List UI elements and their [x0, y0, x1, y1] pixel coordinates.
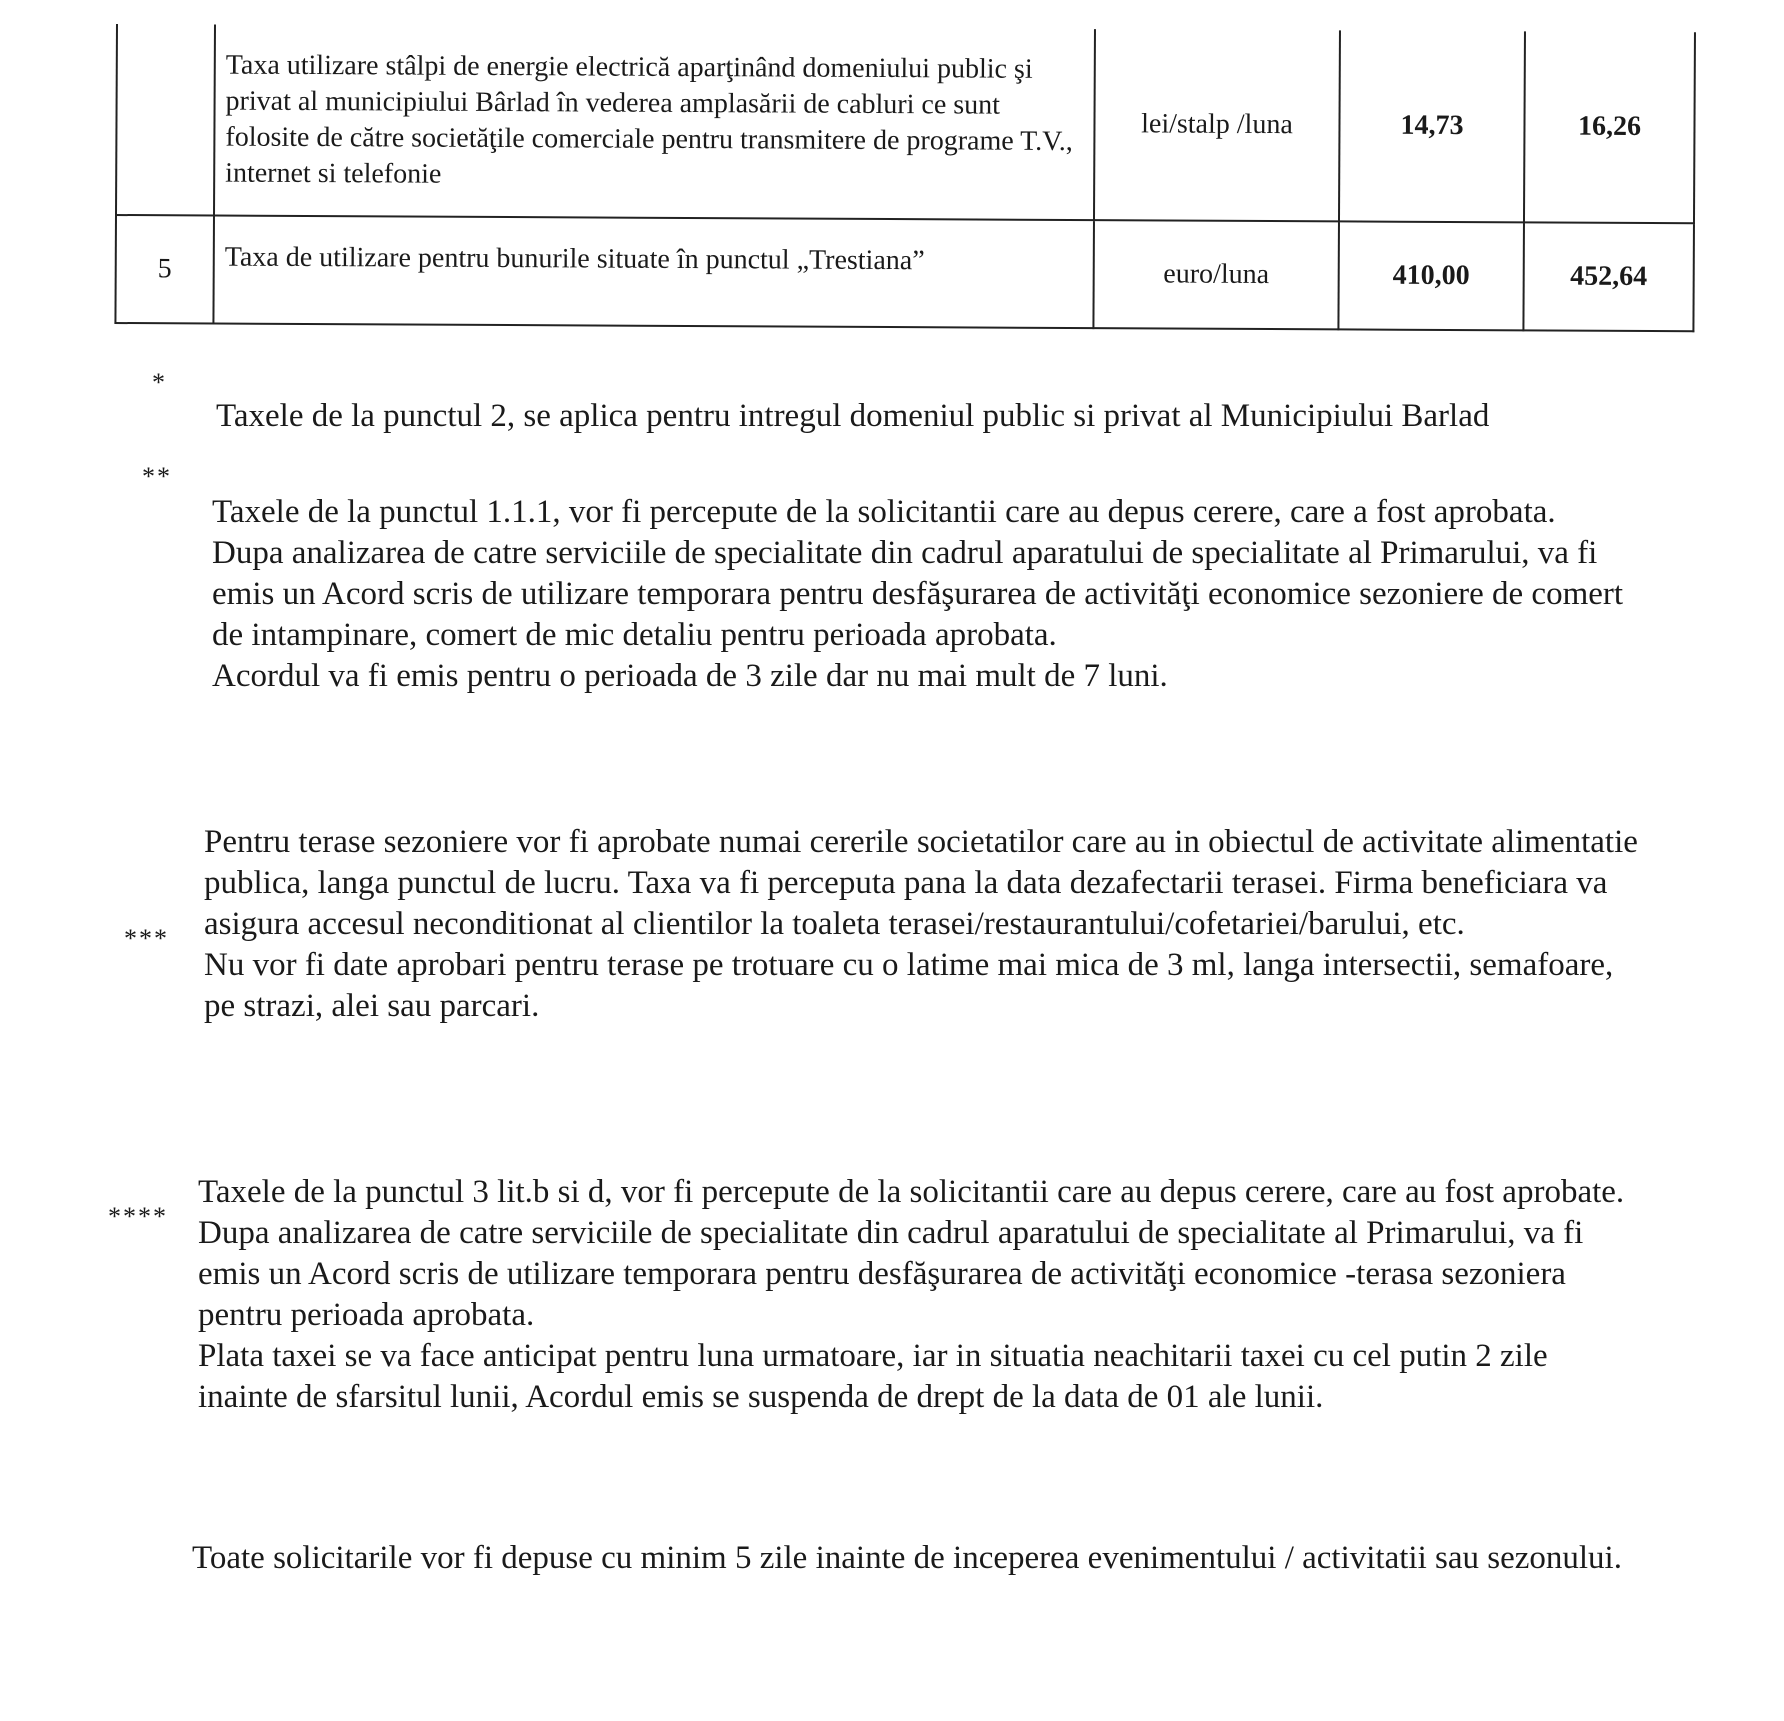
note-block [204, 822, 1644, 1027]
note-paragraph: Taxele de la punctul 1.1.1, vor fi percepute de la solicitantii care au depus cerere, care a fost aprobata. [212, 494, 1556, 530]
note-paragraph: Acordul va fi emis pentru o perioada de 3 zile dar nu mai mult de 7 luni. [212, 658, 1168, 694]
row-value-1-cell: 14,73 [1339, 30, 1525, 222]
note-block [216, 396, 1696, 437]
note-block [198, 1172, 1638, 1418]
row-value-2-cell: 16,26 [1524, 31, 1695, 223]
note-paragraph: Toate solicitarile vor fi depuse cu minim 5 zile inainte de inceperea evenimentului / activitatii sau sezonului. [192, 1540, 1622, 1576]
fee-table [114, 24, 1696, 332]
row-value-2-cell: 452,64 [1523, 222, 1694, 331]
table-row [116, 24, 1695, 223]
row-value-1-cell: 410,00 [1338, 221, 1524, 330]
note-paragraph: Dupa analizarea de catre serviciile de specialitate din cadrul aparatului de specialitate al Primarului, va fi emis un Acord scris de utilizare temporara pentru desfăşurarea de activităţi economice -terasa sezoniera pentru perioada aprobata. [198, 1215, 1584, 1333]
note-paragraph: Nu vor fi date aprobari pentru terase pe trotuare cu o latime mai mica de 3 ml, langa intersectii, semafoare, pe strazi, alei sau parcari. [204, 947, 1614, 1024]
row-description-cell: Taxa utilizare stâlpi de energie electrică aparţinând domeniului public şi privat al municipiului Bârlad în vederea amplasării de cabluri ce sunt folosite de către societăţile comerciale pentru transmitere de programe T.V., internet si telefonie [214, 25, 1095, 221]
note-paragraph: Plata taxei se va face anticipat pentru luna urmatoare, iar in situatia neachitarii taxei cu cel putin 2 zile inainte de sfarsitul lunii, Acordul emis se suspenda de drept de la data de 01 ale lunii. [198, 1338, 1548, 1415]
table-row [115, 215, 1694, 331]
note-marker: **** [108, 1202, 168, 1231]
note-paragraph: Dupa analizarea de catre serviciile de specialitate din cadrul aparatului de specialitate al Primarului, va fi emis un Acord scris de utilizare temporara pentru desfăşurarea de activităţi economice sezoniere de comert de intampinare, comert de mic detaliu pentru perioada aprobata. [212, 535, 1624, 653]
note-marker: *** [124, 924, 169, 953]
row-unit-cell: lei/stalp /luna [1094, 29, 1340, 221]
row-number-cell [116, 24, 215, 216]
closing-note [192, 1538, 1632, 1579]
note-paragraph: Taxele de la punctul 3 lit.b si d, vor fi percepute de la solicitantii care au depus cerere, care au fost aprobate. [198, 1174, 1625, 1210]
row-unit-cell: euro/luna [1093, 220, 1339, 329]
note-paragraph: Pentru terase sezoniere vor fi aprobate numai cererile societatilor care au in obiectul de activitate alimentatie publica, langa punctul de lucru. Taxa va fi perceputa pana la data dezafectarii terasei. Firma beneficiara va asigura accesul neconditionat al clientilor la toaleta terasei/restaurantului/cofetariei/barului, etc. [204, 824, 1638, 942]
note-marker: * [152, 368, 167, 397]
note-marker: ** [142, 462, 172, 491]
row-number-cell: 5 [115, 215, 214, 324]
note-paragraph: Taxele de la punctul 2, se aplica pentru intregul domeniul public si privat al Municipiului Barlad [216, 398, 1490, 434]
note-block [212, 492, 1652, 697]
row-description-cell: Taxa de utilizare pentru bunurile situate în punctul „Trestiana” [213, 216, 1094, 329]
